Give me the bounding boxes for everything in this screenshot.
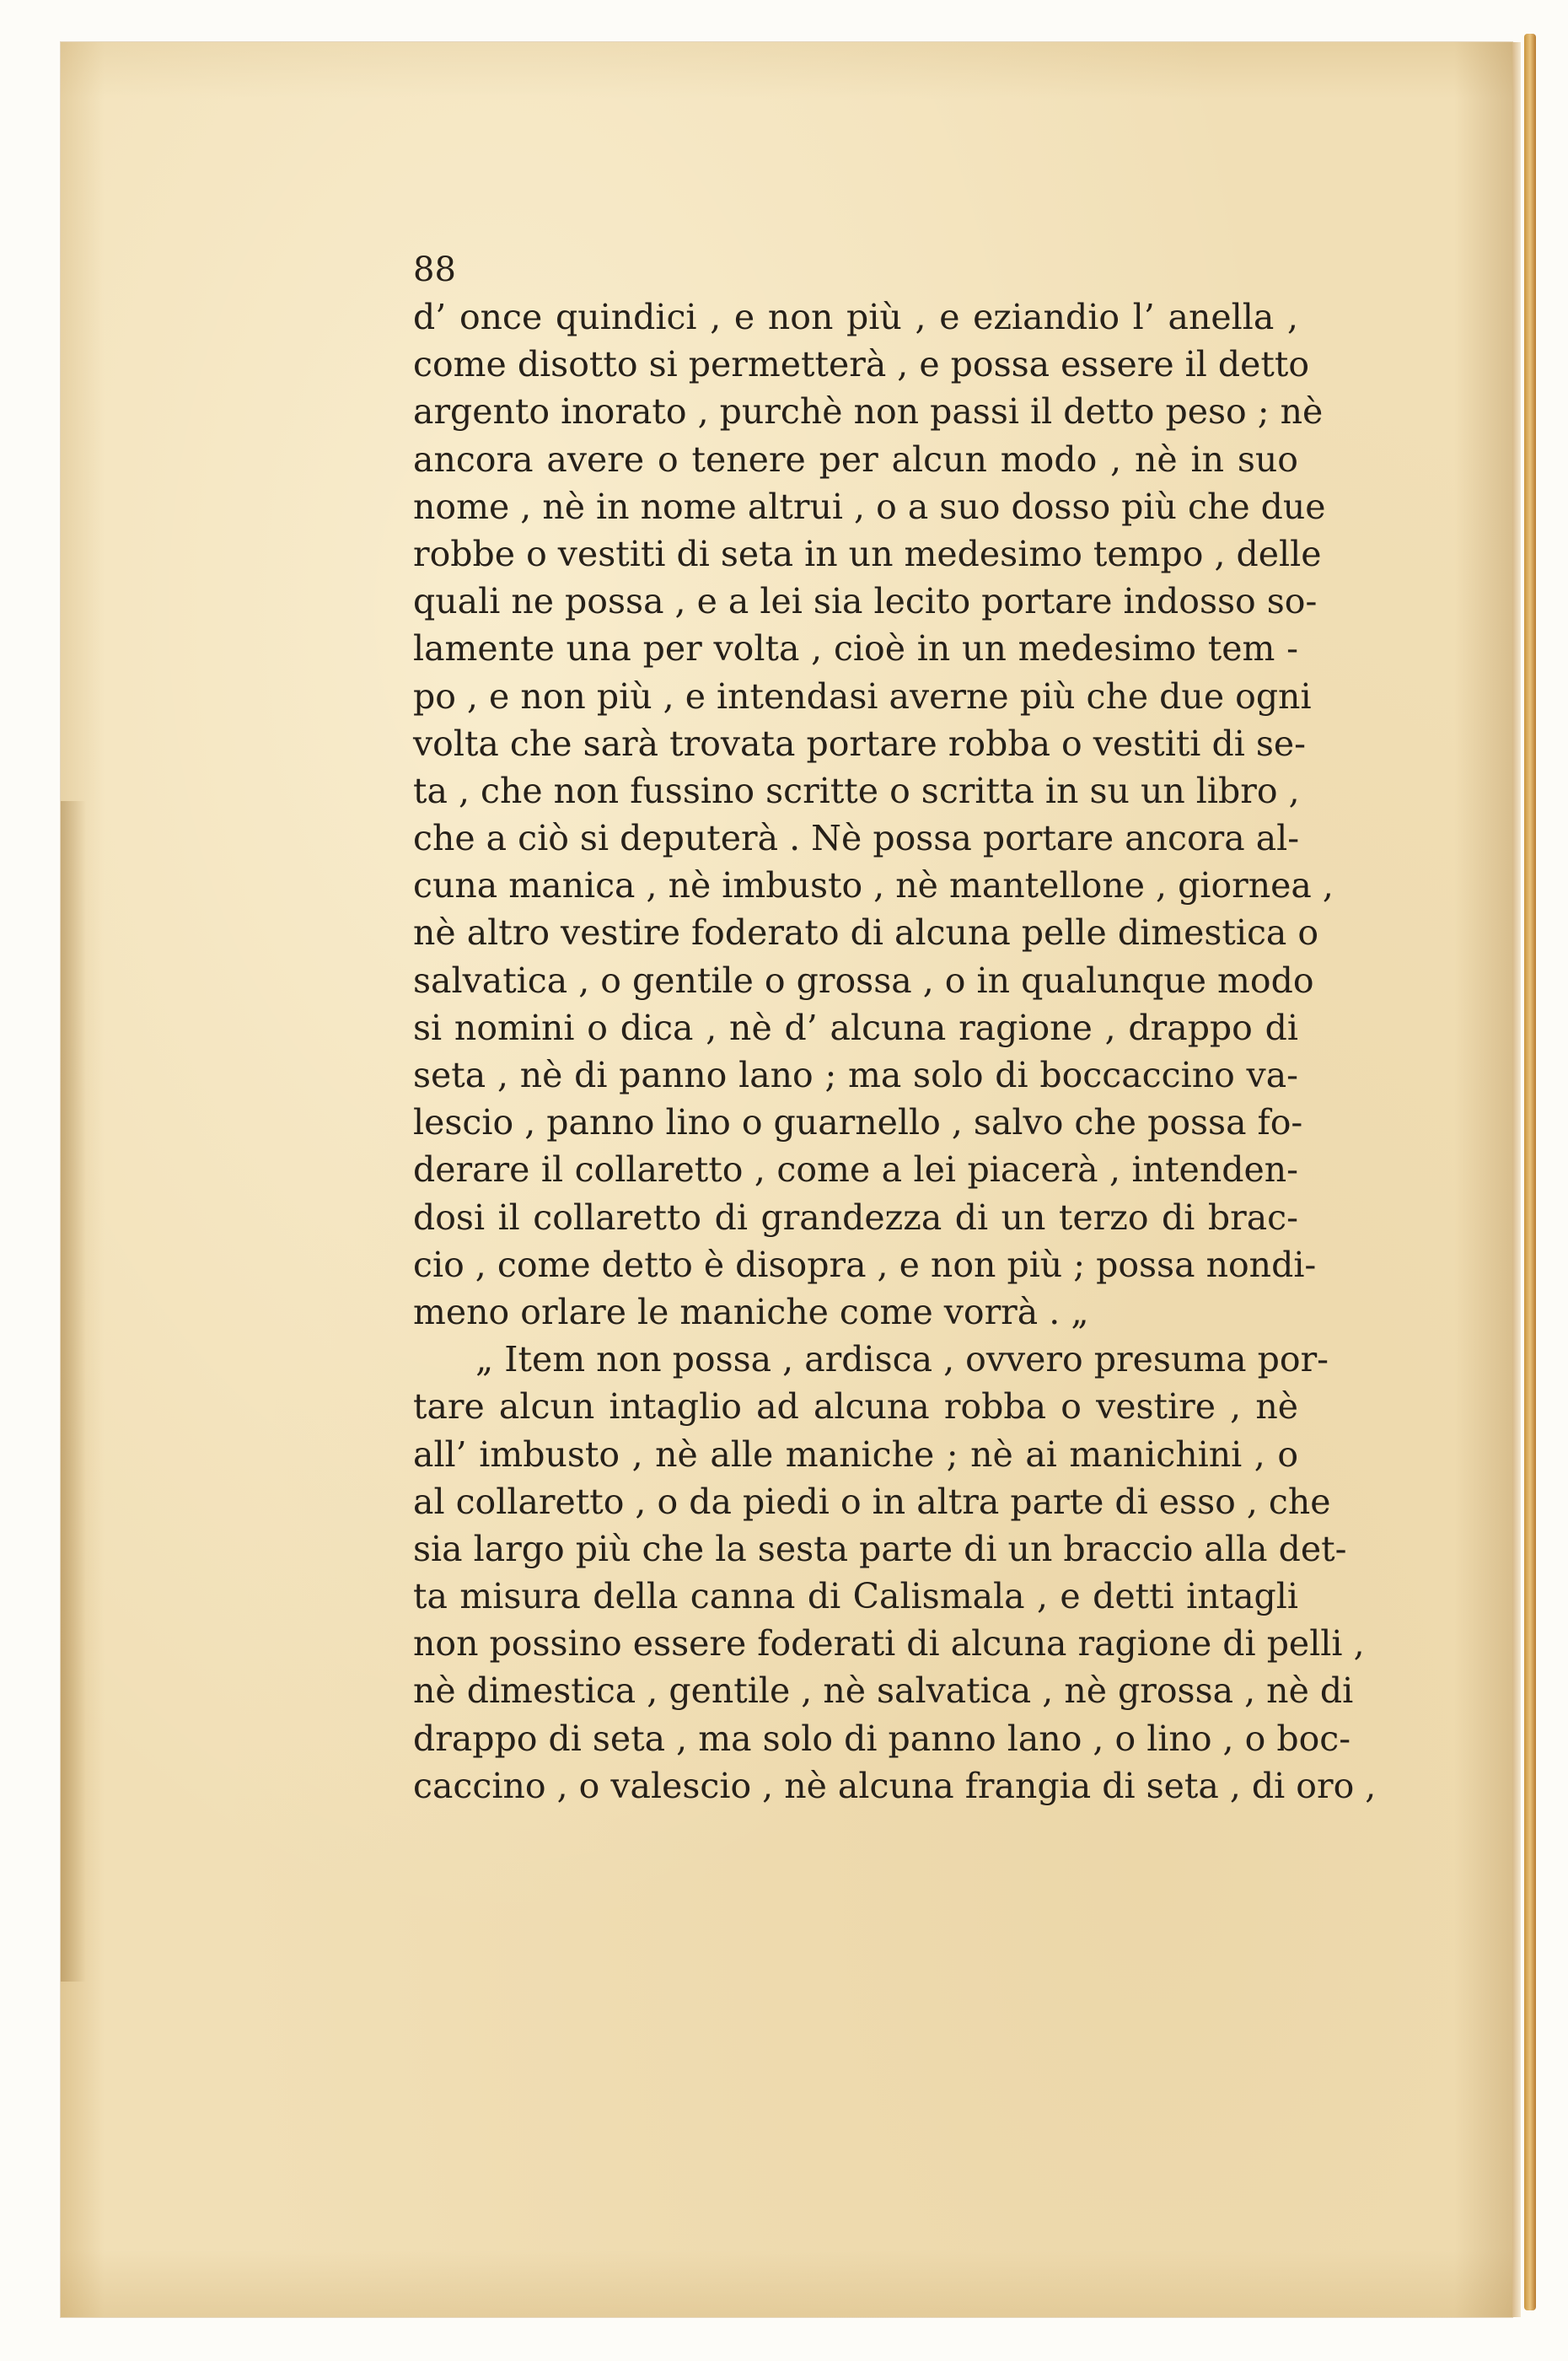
binding-strip [1524, 34, 1536, 2310]
text-line: caccino , o valescio , nè alcuna frangia di seta , di oro , [413, 1765, 1377, 1806]
text-line: dosi il collaretto di grandezza di un terzo di brac- [413, 1197, 1298, 1238]
text-line: seta , nè di panno lano ; ma solo di boccaccino va- [413, 1055, 1298, 1095]
text-block [413, 250, 1377, 1810]
edge-stain [61, 801, 86, 1982]
text-line: si nomini o dica , nè d’ alcuna ragione , drappo di [413, 1007, 1298, 1048]
text-line: cuna manica , nè imbusto , nè mantellone , giornea , [413, 865, 1334, 906]
text-line: ta , che non fussino scritte o scritta in su un libro , [413, 770, 1300, 811]
text-line: ta misura della canna di Calismala , e detti intagli [413, 1576, 1298, 1617]
text-line: drappo di seta , ma solo di panno lano , o lino , o boc- [413, 1718, 1351, 1759]
text-line: nè dimestica , gentile , nè salvatica , nè grossa , nè di [413, 1670, 1354, 1712]
text-line: nè altro vestire foderato di alcuna pelle dimestica o [413, 912, 1319, 954]
text-line: tare alcun intaglio ad alcuna robba o vestire , nè [413, 1386, 1298, 1428]
paragraph-end-line: meno orlare le maniche come vorrà . „ [413, 1291, 1089, 1332]
text-line: derare il collaretto , come a lei piacerà , intenden- [413, 1149, 1298, 1191]
text-line: come disotto si permetterà , e possa essere il detto [413, 344, 1310, 385]
text-line: argento inorato , purchè non passi il detto peso ; nè [413, 391, 1324, 433]
text-line: all’ imbusto , nè alle maniche ; nè ai manichini , o [413, 1433, 1298, 1475]
text-line: cio , come detto è disopra , e non più ; possa nondi- [413, 1244, 1317, 1285]
text-line: al collaretto , o da piedi o in altra parte di esso , che [413, 1481, 1331, 1522]
text-line: lescio , panno lino o guarnello , salvo che possa fo- [413, 1102, 1303, 1143]
text-line: che a ciò si deputerà . Nè possa portare ancora al- [413, 818, 1300, 859]
text-line: lamente una per volta , cioè in un medesimo tem - [413, 628, 1298, 670]
text-line: sia largo più che la sesta parte di un braccio alla det- [413, 1528, 1347, 1569]
text-line: volta che sarà trovata portare robba o vestiti di se- [413, 723, 1306, 764]
text-line: robbe o vestiti di seta in un medesimo tempo , delle [413, 533, 1322, 574]
text-line: salvatica , o gentile o grossa , o in qualunque modo [413, 960, 1314, 1001]
text-line: d’ once quindici , e non più , e eziandio l’ anella , [413, 297, 1298, 337]
text-line: nome , nè in nome altrui , o a suo dosso più che due [413, 486, 1326, 527]
text-line: quali ne possa , e a lei sia lecito portare indosso so- [413, 581, 1318, 622]
page-number: 88 [413, 250, 456, 289]
text-line: ancora avere o tenere per alcun modo , nè in suo [413, 438, 1298, 480]
paragraph-start-line: „ Item non possa , ardisca , ovvero presuma por- [475, 1339, 1329, 1380]
page-edge [1512, 42, 1521, 2317]
text-line: non possino essere foderati di alcuna ragione di pelli , [413, 1623, 1365, 1665]
text-line: po , e non più , e intendasi averne più che due ogni [413, 675, 1312, 717]
